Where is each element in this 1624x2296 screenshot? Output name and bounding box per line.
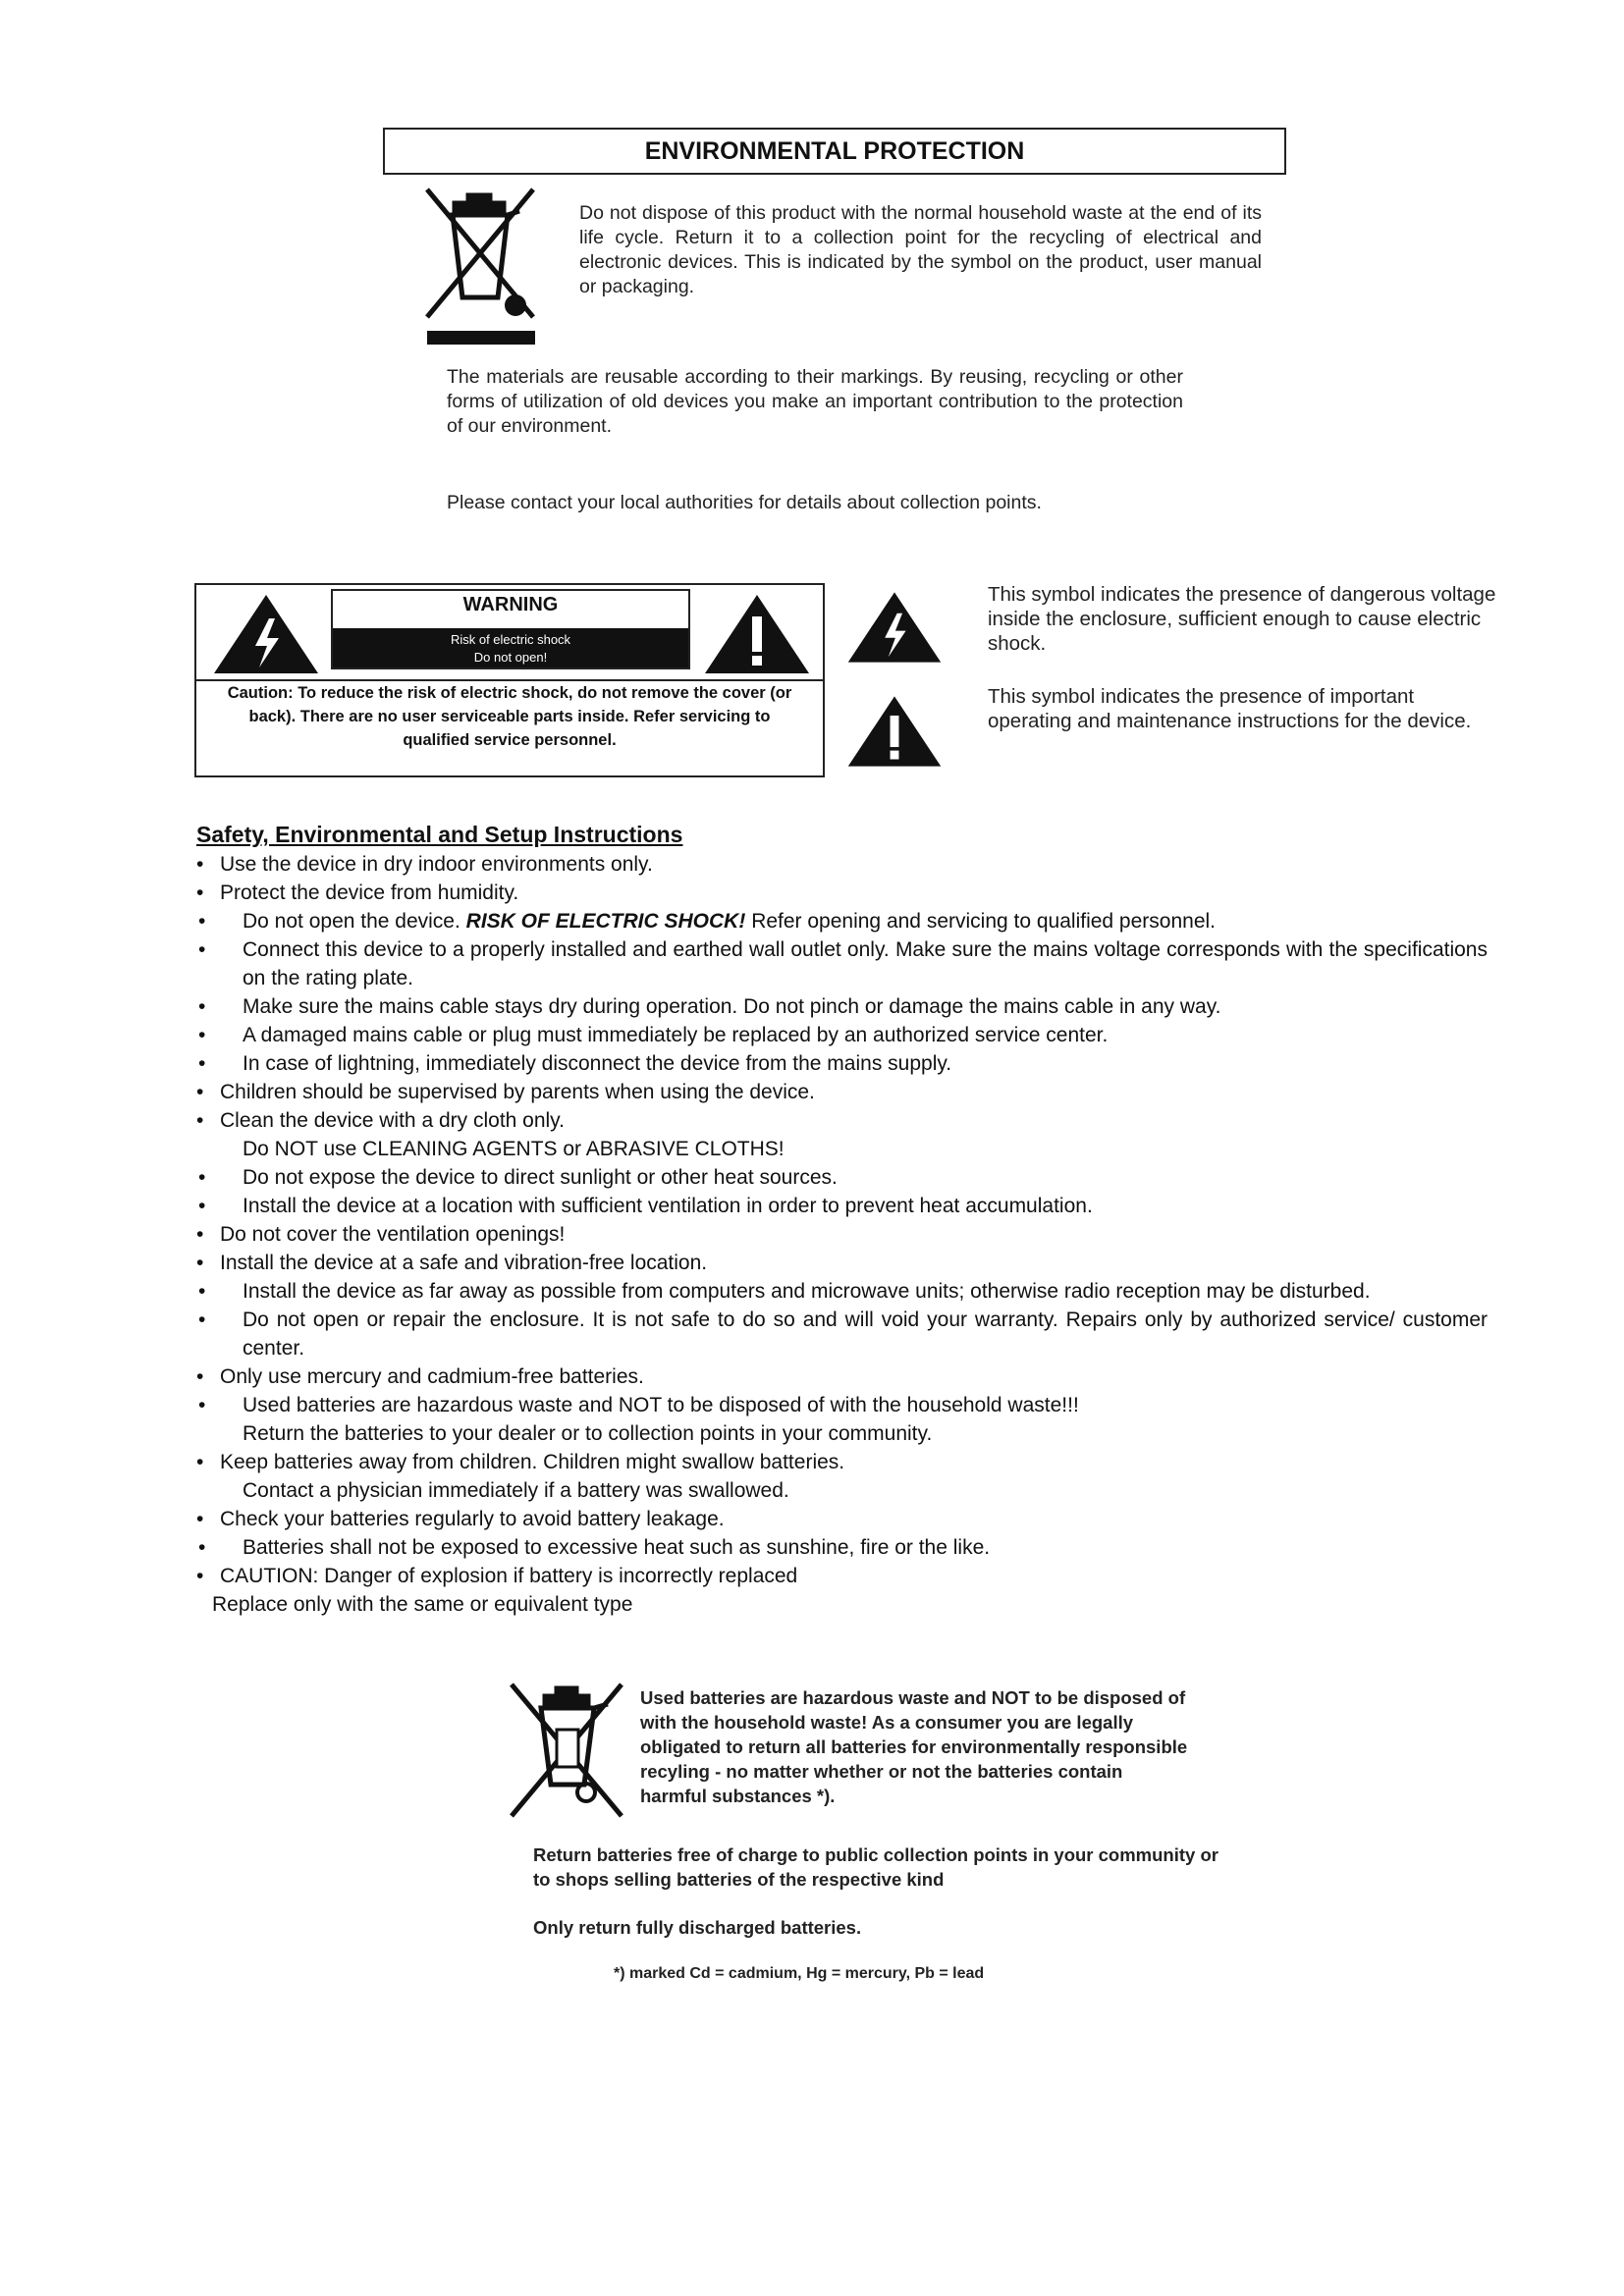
crossed-out-battery-bin-icon bbox=[506, 1679, 628, 1826]
list-item: • Do not open the device. RISK OF ELECTRIC SHOCK! Refer opening and servicing to qualified personnel. bbox=[198, 910, 1216, 933]
list-item: • CAUTION: Danger of explosion if battery is incorrectly replaced bbox=[196, 1565, 798, 1587]
safety-heading: Safety, Environmental and Setup Instructions bbox=[196, 822, 683, 847]
list-item: • Children should be supervised by parents when using the device. bbox=[196, 1081, 815, 1103]
list-item: • Install the device at a safe and vibration-free location. bbox=[196, 1252, 708, 1274]
crossed-out-wheelie-bin-icon bbox=[417, 182, 545, 348]
warning-line-2: Do not open! bbox=[473, 650, 548, 665]
warning-black-band bbox=[333, 628, 688, 667]
list-item: • Use the device in dry indoor environments only. bbox=[196, 853, 653, 876]
list-item: • Do not cover the ventilation openings! bbox=[196, 1223, 566, 1246]
list-item: • Install the device at a location with sufficient ventilation in order to prevent heat accumulation. bbox=[198, 1195, 1093, 1217]
exclamation-icon bbox=[846, 689, 943, 774]
environmental-paragraph-1: Do not dispose of this product with the normal household waste at the end of its life cycle. Return it to a collection point for the recycling of electrical and electronic devices. This is indicated by the symbol on the product, user manual or packaging. bbox=[579, 202, 1262, 297]
list-item: • Clean the device with a dry cloth only. bbox=[196, 1109, 565, 1132]
list-item: • In case of lightning, immediately disconnect the device from the mains supply. bbox=[198, 1052, 952, 1075]
list-item: • Connect this device to a properly installed and earthed wall outlet only. Make sure the mains voltage corresponds with the specifications on the rating plate. bbox=[198, 938, 1488, 989]
battery-paragraph-1: Used batteries are hazardous waste and NOT to be disposed of with the household waste! As a consumer you are legally obligated to return all batteries for environmentally responsible recyling - no matter whether or not the batteries contain harmful substances *). bbox=[640, 1687, 1188, 1806]
list-item: • Keep batteries away from children. Children might swallow batteries. bbox=[196, 1451, 845, 1473]
list-item: • Do not open or repair the enclosure. It is not safe to do so and will void your warranty. Repairs only by authorized service/ customer center. bbox=[198, 1308, 1488, 1360]
list-item-continuation: Do NOT use CLEANING AGENTS or ABRASIVE CLOTHS! bbox=[243, 1138, 785, 1160]
list-item: • Only use mercury and cadmium-free batteries. bbox=[196, 1365, 644, 1388]
list-item: • Make sure the mains cable stays dry during operation. Do not pinch or damage the mains cable in any way. bbox=[198, 995, 1221, 1018]
list-item-continuation: Return the batteries to your dealer or to collection points in your community. bbox=[243, 1422, 933, 1445]
list-item-continuation: Contact a physician immediately if a battery was swallowed. bbox=[243, 1479, 789, 1502]
battery-paragraph-2: Return batteries free of charge to public collection points in your community or to shops selling batteries of the respective kind bbox=[533, 1844, 1218, 1890]
list-item: • Install the device as far away as possible from computers and microwave units; otherwise radio reception may be disturbed. bbox=[198, 1280, 1371, 1303]
high-voltage-icon bbox=[846, 585, 943, 669]
list-item-continuation: Replace only with the same or equivalent type bbox=[212, 1593, 633, 1616]
battery-footnote: *) marked Cd = cadmium, Hg = mercury, Pb = lead bbox=[614, 1965, 985, 1982]
list-item: • Do not expose the device to direct sunlight or other heat sources. bbox=[198, 1166, 838, 1189]
warning-caution-text: Caution: To reduce the risk of electric shock, do not remove the cover (or back). There are no user serviceable parts inside. Refer servicing to qualified service personnel. bbox=[227, 684, 792, 749]
battery-paragraph-3: Only return fully discharged batteries. bbox=[533, 1917, 862, 1938]
list-item: • Protect the device from humidity. bbox=[196, 881, 519, 904]
warning-title: WARNING bbox=[462, 594, 559, 615]
environmental-paragraph-3: Please contact your local authorities for details about collection points. bbox=[447, 492, 1042, 513]
warning-line-1: Risk of electric shock bbox=[450, 632, 571, 647]
voltage-symbol-description: This symbol indicates the presence of dangerous voltage inside the enclosure, sufficient enough to cause electric shock. bbox=[988, 583, 1496, 655]
environmental-paragraph-2: The materials are reusable according to their markings. By reusing, recycling or other forms of utilization of old devices you make an important contribution to the protection of our environment. bbox=[447, 366, 1183, 437]
exclamation-symbol-description: This symbol indicates the presence of important operating and maintenance instructions for the device. bbox=[988, 685, 1472, 732]
environmental-title: ENVIRONMENTAL PROTECTION bbox=[383, 128, 1286, 175]
safety-list bbox=[196, 850, 1488, 1619]
warning-inner-box bbox=[331, 589, 690, 669]
list-item: • A damaged mains cable or plug must immediately be replaced by an authorized service center. bbox=[198, 1024, 1109, 1046]
list-item: • Batteries shall not be exposed to excessive heat such as sunshine, fire or the like. bbox=[198, 1536, 991, 1559]
exclamation-icon bbox=[703, 593, 811, 675]
list-item: • Check your batteries regularly to avoid battery leakage. bbox=[196, 1508, 725, 1530]
high-voltage-icon bbox=[212, 593, 320, 675]
warning-label bbox=[194, 583, 825, 777]
list-item: • Used batteries are hazardous waste and NOT to be disposed of with the household waste!!! bbox=[198, 1394, 1079, 1416]
